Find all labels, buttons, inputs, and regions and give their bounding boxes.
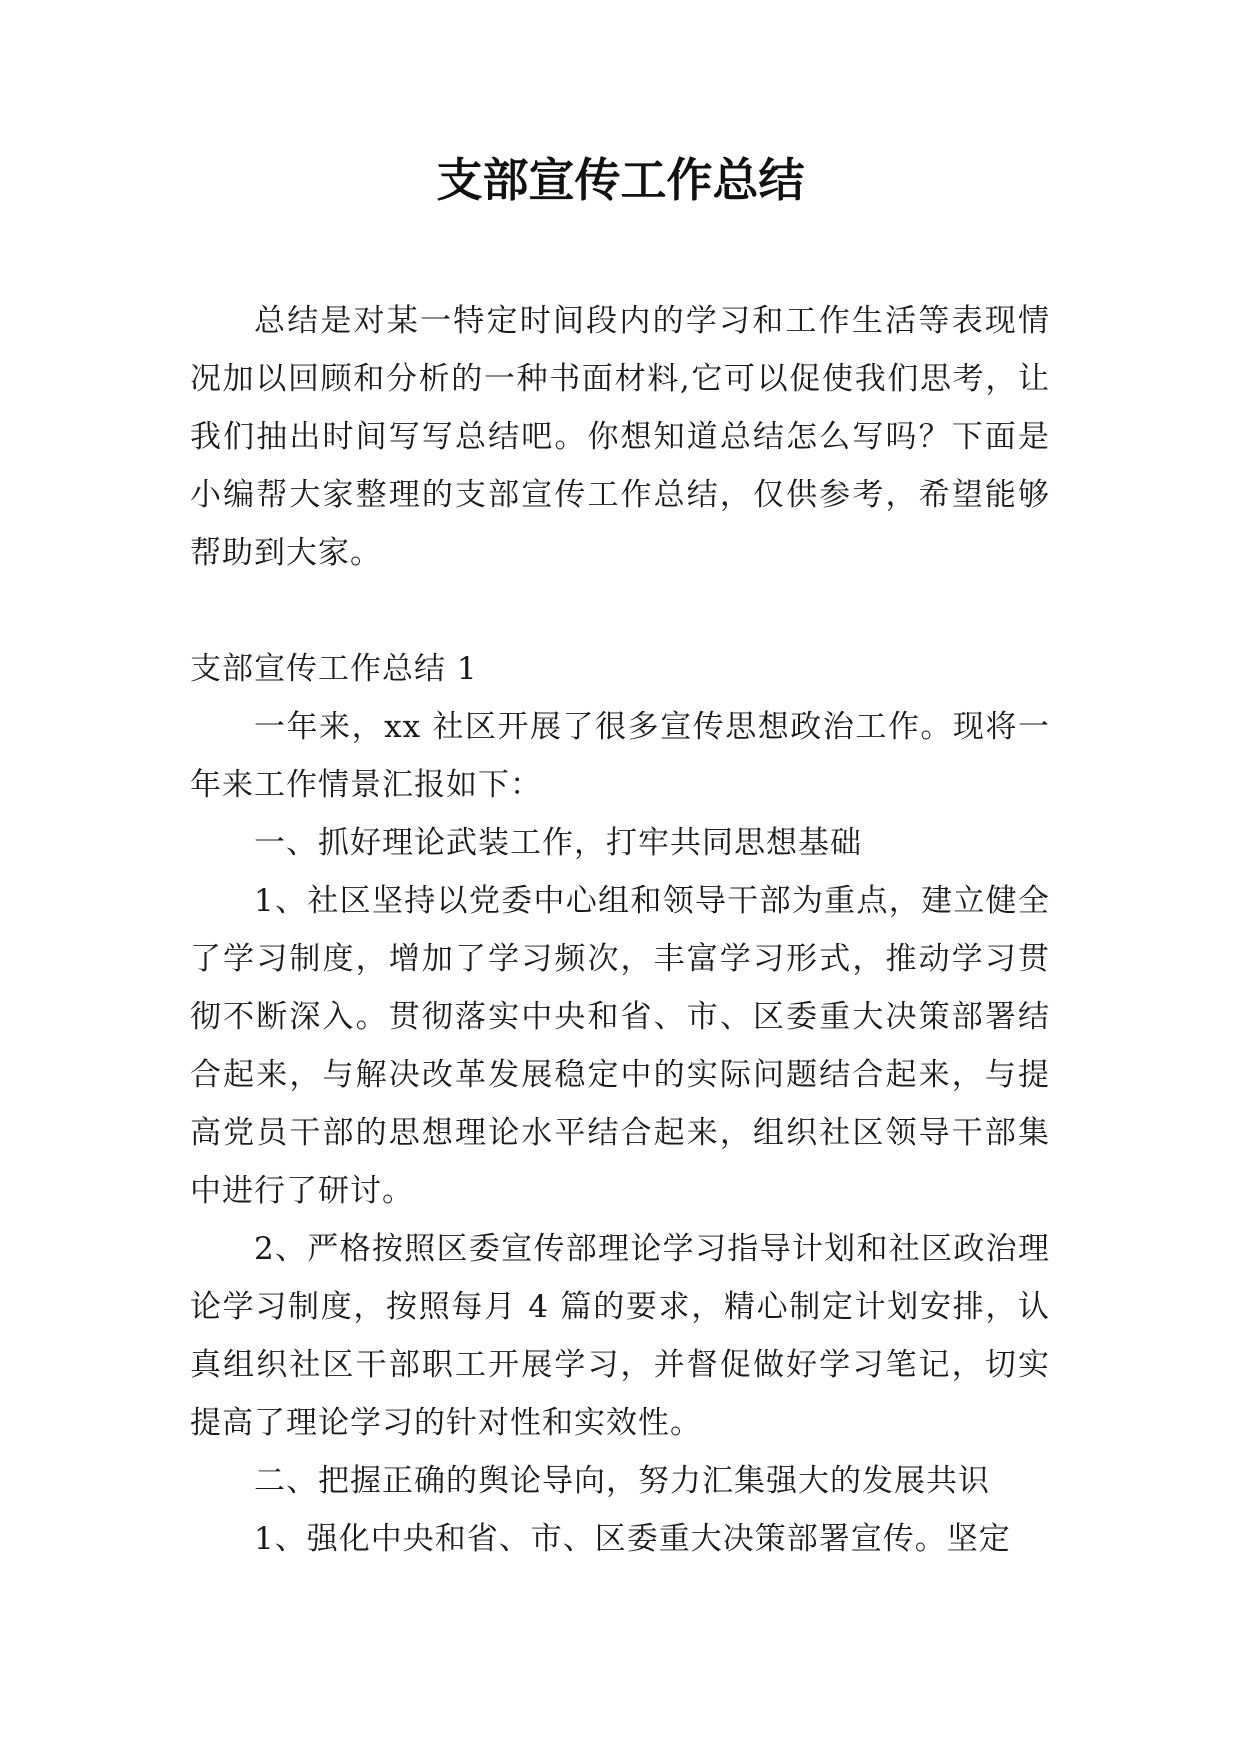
intro-block (190, 292, 1050, 582)
content-block (190, 640, 1050, 1568)
heading-theory-work: 一、抓好理论武装工作，打牢共同思想基础 (254, 825, 862, 861)
section-title: 支部宣传工作总结 1 (190, 651, 478, 687)
document-title: 支部宣传工作总结 (436, 153, 805, 207)
paragraph-policy-publicity: 1、强化中央和省、市、区委重大决策部署宣传。坚定 (254, 1521, 1011, 1557)
intro-paragraph: 总结是对某一特定时间段内的学习和工作生活等表现情况加以回顾和分析的一种书面材料,它可以促使我们思考，让我们抽出时间写写总结吧。你想知道总结怎么写吗？下面是小编帮大家整理的支部宣传工作总结，仅供参考，希望能够帮助到大家。 (190, 303, 1050, 571)
paragraph-study-plan: 2、严格按照区委宣传部理论学习指导计划和社区政治理论学习制度，按照每月 4 篇的要求，精心制定计划安排，认真组织社区干部职工开展学习，并督促做好学习笔记，切实提高了理论学习的针对性和实效性。 (190, 1231, 1050, 1441)
paragraph-overview: 一年来，xx 社区开展了很多宣传思想政治工作。现将一年来工作情景汇报如下： (190, 709, 1050, 803)
paragraph-study-system: 1、社区坚持以党委中心组和领导干部为重点，建立健全了学习制度，增加了学习频次，丰富学习形式，推动学习贯彻不断深入。贯彻落实中央和省、市、区委重大决策部署结合起来，与解决改革发展稳定中的实际问题结合起来，与提高党员干部的思想理论水平结合起来，组织社区领导干部集中进行了研讨。 (190, 883, 1050, 1209)
heading-public-opinion: 二、把握正确的舆论导向，努力汇集强大的发展共识 (254, 1463, 990, 1499)
